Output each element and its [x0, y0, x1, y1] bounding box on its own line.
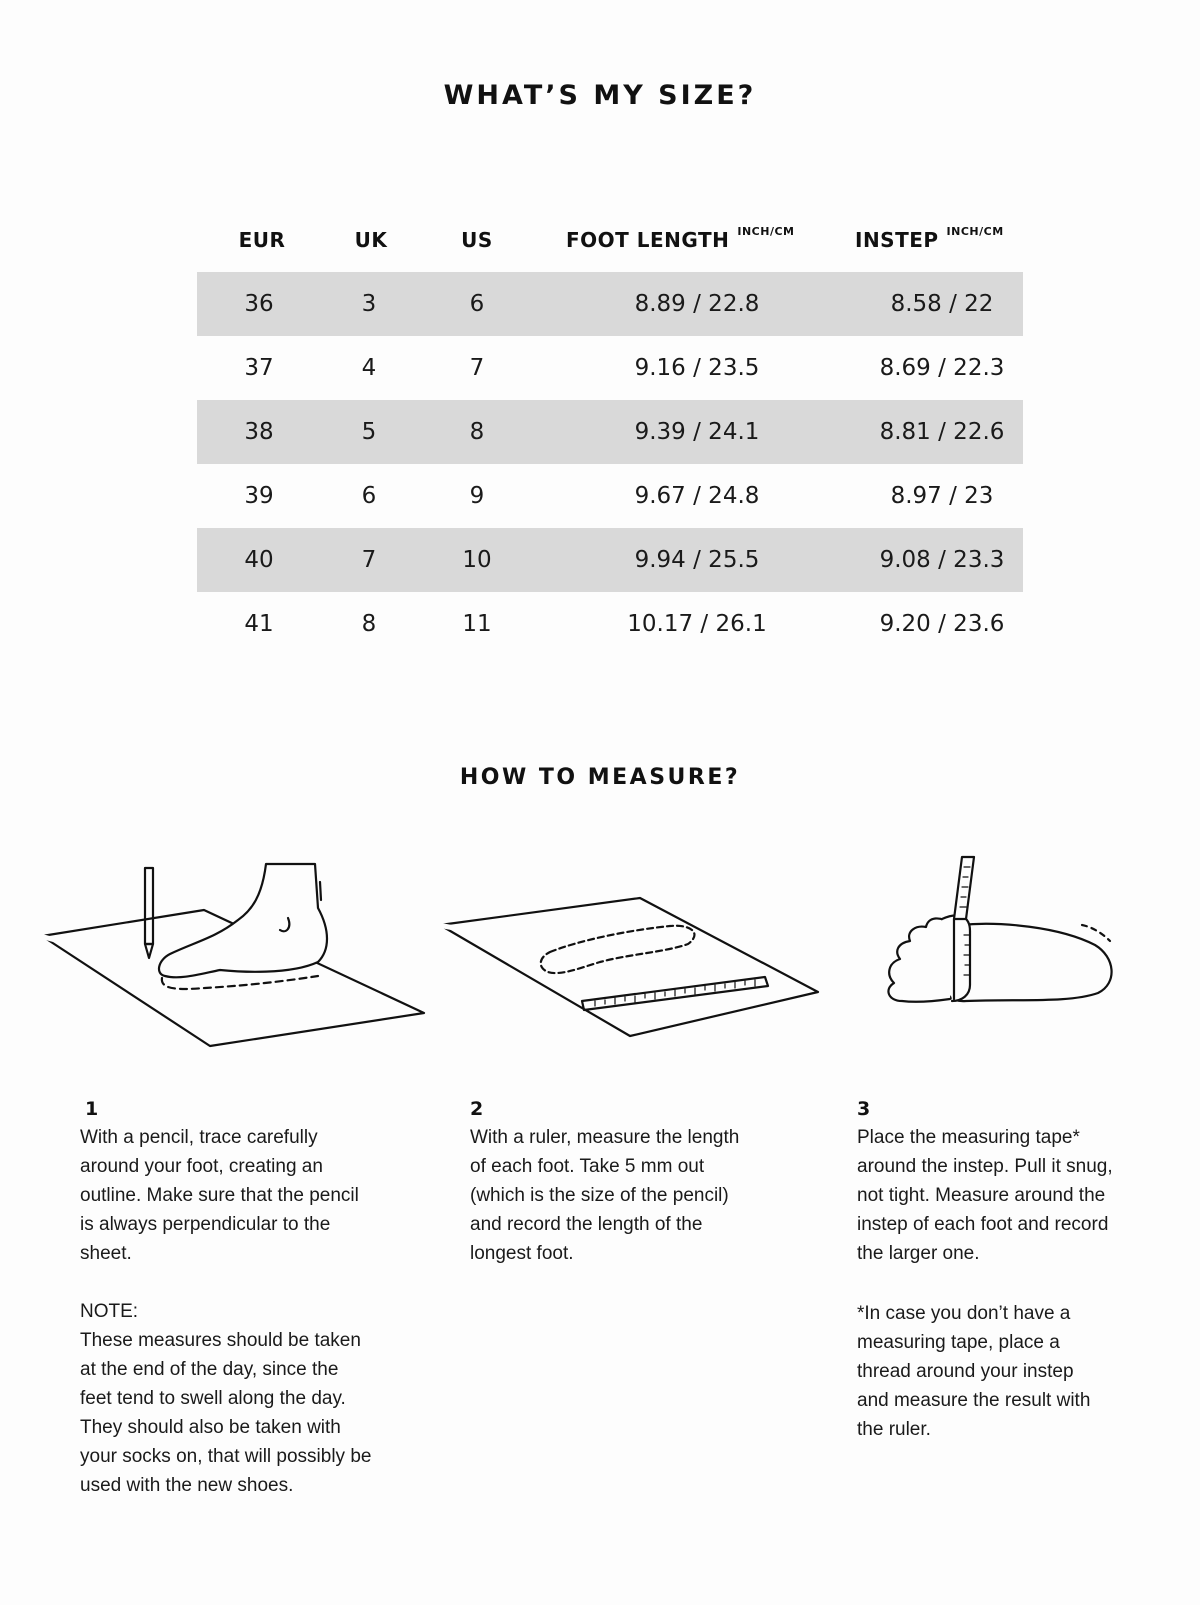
- cell-uk: 3: [361, 291, 377, 317]
- footprint-outline: [541, 926, 695, 973]
- step-1-text: With a pencil, trace carefully around your foot, creating an outline. Make sure that the pencil is always perpendicular to the sheet.: [80, 1127, 359, 1264]
- trace-foot-illustration: [30, 850, 430, 1060]
- foot-icon: [948, 924, 1112, 1001]
- pencil-tip-icon: [145, 944, 153, 958]
- cell-us: 9: [469, 483, 485, 509]
- how-to-measure-title: HOW TO MEASURE?: [459, 765, 741, 790]
- step-2-text: With a ruler, measure the length of each foot. Take 5 mm out (which is the size of the pencil) and record the length of the longest foot.: [470, 1127, 740, 1264]
- cell-us: 8: [469, 419, 485, 445]
- note-block: NOTE: These measures should be taken at the end of the day, since the feet tend to swell along the day. They should also be taken with your socks on, that will possibly be used with the new shoes.: [80, 1297, 371, 1500]
- cell-us: 6: [469, 291, 485, 317]
- cell-us: 10: [462, 547, 492, 573]
- cell-eur: 36: [244, 291, 274, 317]
- header-eur: EUR: [238, 228, 286, 252]
- table-row: 41 8 11 10.17 / 26.1 9.20 / 23.6: [197, 592, 1023, 656]
- step-2-number: 2: [470, 1098, 484, 1120]
- header-us: US: [461, 228, 493, 252]
- header-foot-length-label: FOOT LENGTH: [566, 228, 730, 252]
- header-foot-length-unit: INCH/CM: [737, 225, 795, 238]
- ruler-ticks: [595, 980, 755, 1006]
- cell-us: 7: [469, 355, 485, 381]
- paper-sheet: [440, 898, 818, 1036]
- cell-uk: 7: [361, 547, 377, 573]
- instep-tape-illustration: [870, 855, 1140, 1015]
- table-row: 38 5 8 9.39 / 24.1 8.81 / 22.6: [197, 400, 1023, 464]
- table-row: 36 3 6 8.89 / 22.8 8.58 / 22: [197, 272, 1023, 336]
- table-row: 39 6 9 9.67 / 24.8 8.97 / 23: [197, 464, 1023, 528]
- cell-eur: 39: [244, 483, 274, 509]
- cell-uk: 8: [361, 611, 377, 637]
- ruler-measure-illustration: [430, 890, 825, 1040]
- step-3-text: Place the measuring tape* around the instep. Pull it snug, not tight. Measure around the instep of each foot and record the larger one.: [857, 1127, 1113, 1264]
- leg-mark: [320, 882, 321, 900]
- traced-outline: [162, 976, 318, 989]
- cell-eur: 37: [244, 355, 274, 381]
- cell-uk: 6: [361, 483, 377, 509]
- step-3-number: 3: [857, 1098, 871, 1120]
- toes-icon: [888, 918, 952, 1001]
- cell-eur: 41: [244, 611, 274, 637]
- header-uk: UK: [354, 228, 388, 252]
- cell-eur: 38: [244, 419, 274, 445]
- cell-us: 11: [462, 611, 492, 637]
- foot-icon: [159, 864, 327, 977]
- cell-eur: 40: [244, 547, 274, 573]
- paper-gap: [438, 925, 476, 932]
- header-instep-label: INSTEP: [855, 228, 939, 252]
- table-row: 37 4 7 9.16 / 23.5 8.69 / 22.3: [197, 336, 1023, 400]
- pencil-icon: [145, 868, 153, 944]
- note-label: NOTE:: [80, 1301, 139, 1322]
- footnote-block: *In case you don’t have a measuring tape, place a thread around your instep and measure the result with the ruler.: [857, 1303, 1091, 1440]
- table-row: 40 7 10 9.94 / 25.5 9.08 / 23.3: [197, 528, 1023, 592]
- heel-mark: [1082, 925, 1110, 941]
- cell-uk: 5: [361, 419, 377, 445]
- header-foot-length: [566, 225, 795, 252]
- header-instep: [855, 225, 1004, 252]
- paper-gap: [40, 936, 78, 946]
- cell-uk: 4: [361, 355, 377, 381]
- page-title: WHAT’S MY SIZE?: [443, 80, 757, 111]
- step-1-number: 1: [85, 1098, 99, 1120]
- header-instep-unit: INCH/CM: [946, 225, 1004, 238]
- tape-icon: [954, 857, 974, 919]
